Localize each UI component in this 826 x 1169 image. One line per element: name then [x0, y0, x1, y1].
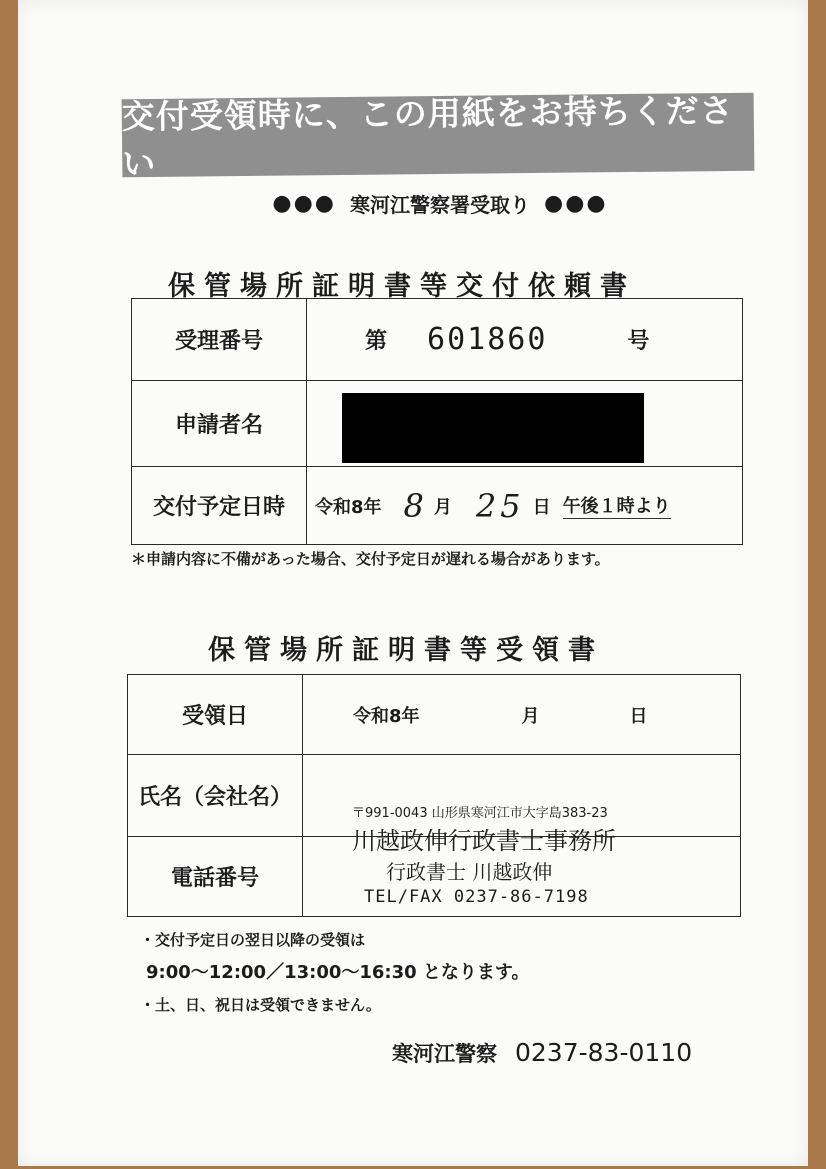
- stamp-person: 行政書士 川越政伸: [386, 860, 553, 884]
- police-phone: 0237-83-0110: [515, 1038, 693, 1067]
- receipt-number-value: 601860: [427, 322, 548, 357]
- issue-month-value: 8: [403, 486, 424, 525]
- station-header: [230, 186, 650, 220]
- issue-era: 令和8年: [315, 496, 382, 518]
- received-date-label: 受領日: [128, 675, 303, 755]
- dots-right: ●●●: [544, 190, 608, 216]
- receipt-number-row: [132, 299, 743, 381]
- issue-day-unit: 日: [532, 496, 551, 518]
- applicant-label: 申請者名: [132, 381, 307, 467]
- police-contact: [392, 1038, 692, 1068]
- stamp-address: 〒991-0043 山形県寒河江市大字島383-23: [352, 806, 608, 821]
- receipt-form-title: 保管場所証明書等受領書: [208, 635, 604, 666]
- issue-month-unit: 月: [433, 496, 452, 518]
- request-note: ＊申請内容に不備があった場合、交付予定日が遅れる場合があります。: [131, 550, 610, 568]
- office-stamp: [352, 802, 682, 907]
- receipt-prefix: 第: [365, 329, 388, 354]
- receipt-number-label: 受理番号: [132, 299, 307, 381]
- redaction-bar: [342, 393, 644, 463]
- instruction-banner: 交付受領時に、この用紙をお持ちください: [122, 93, 755, 178]
- stamp-office: 川越政伸行政書士事務所: [352, 827, 616, 855]
- issue-time: 午後１時より: [563, 492, 671, 519]
- received-month-unit: 月: [521, 705, 540, 727]
- footer-note-2: ・土、日、祝日は受領できません。: [140, 996, 381, 1014]
- receipt-number-cell: [307, 299, 743, 381]
- stamp-tel: TEL/FAX 0237-86-7198: [364, 887, 589, 907]
- received-day-unit: 日: [629, 705, 648, 727]
- issue-date-label: 交付予定日時: [132, 467, 307, 545]
- name-label: 氏名（会社名）: [128, 755, 303, 837]
- footer-note-1: ・交付予定日の翌日以降の受領は: [140, 931, 366, 949]
- footer-hours: 9:00～12:00／13:00～16:30 となります。: [146, 962, 530, 983]
- issue-date-cell: [307, 467, 743, 545]
- issue-day-value: 25: [475, 486, 525, 525]
- received-era: 令和8年: [353, 705, 420, 727]
- received-date-cell: [303, 675, 741, 755]
- received-date-row: [128, 675, 741, 755]
- phone-label: 電話番号: [128, 837, 303, 917]
- request-form-title: 保管場所証明書等交付依頼書: [168, 271, 636, 302]
- station-name: 寒河江警察署受取り: [350, 192, 530, 217]
- issue-date-row: [132, 467, 743, 545]
- receipt-suffix: 号: [627, 329, 650, 354]
- police-name: 寒河江警察: [392, 1042, 497, 1066]
- dots-left: ●●●: [272, 190, 336, 216]
